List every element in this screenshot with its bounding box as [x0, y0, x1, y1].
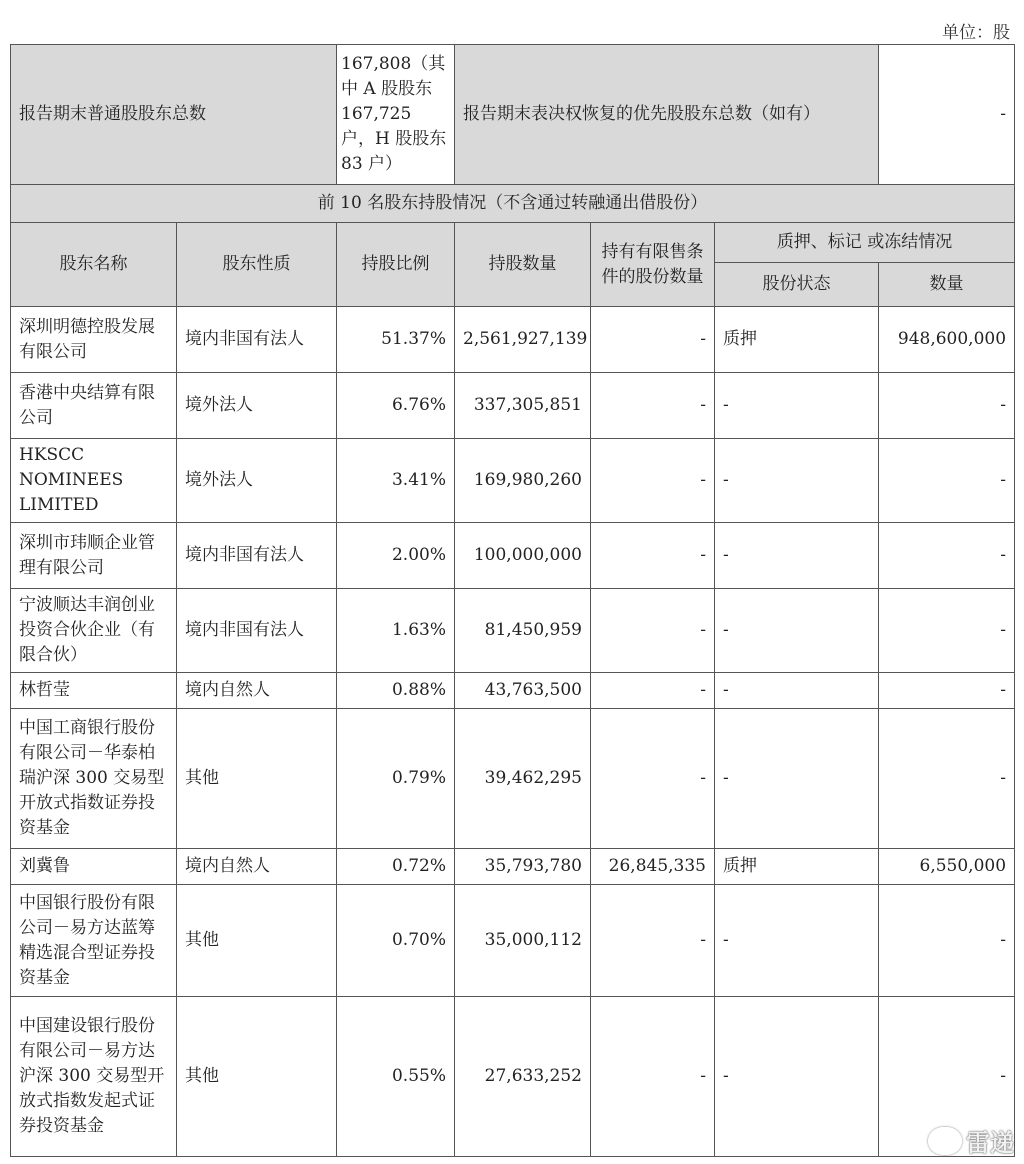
holding-ratio: 6.76%: [337, 373, 455, 439]
holding-quantity: 100,000,000: [455, 523, 591, 589]
pledged-quantity: -: [879, 885, 1015, 997]
shareholder-nature: 境内非国有法人: [177, 307, 337, 373]
shareholder-name: 中国银行股份有限公司－易方达蓝筹精选混合型证券投资基金: [11, 885, 177, 997]
pledged-quantity: -: [879, 589, 1015, 673]
holding-quantity: 27,633,252: [455, 997, 591, 1157]
shareholder-name: 中国建设银行股份有限公司－易方达沪深 300 交易型开放式指数发起式证券投资基金: [11, 997, 177, 1157]
holding-ratio: 51.37%: [337, 307, 455, 373]
shareholder-name: 刘冀鲁: [11, 849, 177, 885]
pledge-status: 质押: [715, 307, 879, 373]
pledged-quantity: -: [879, 709, 1015, 849]
weibo-icon: [928, 1127, 962, 1155]
pledge-status: -: [715, 439, 879, 523]
common-holders-value: 167,808（其中 A 股股东 167,725 户，H 股股东 83 户）: [337, 45, 455, 185]
holding-ratio: 3.41%: [337, 439, 455, 523]
preferred-holders-label: 报告期末表决权恢复的优先股股东总数（如有）: [455, 45, 879, 185]
unit-label: 单位：股: [942, 23, 1010, 43]
restricted-shares: -: [591, 885, 715, 997]
holding-ratio: 0.55%: [337, 997, 455, 1157]
pledge-status: 质押: [715, 849, 879, 885]
section-title-row: [11, 185, 1015, 223]
header-row-1: [11, 223, 1015, 263]
shareholder-table: [10, 44, 1015, 1157]
pledged-quantity: 6,550,000: [879, 849, 1015, 885]
shareholder-nature: 境内非国有法人: [177, 589, 337, 673]
header-pledge-status: 股份状态: [715, 263, 879, 307]
shareholder-nature: 其他: [177, 709, 337, 849]
summary-row: [11, 45, 1015, 185]
shareholder-name: 深圳市玮顺企业管理有限公司: [11, 523, 177, 589]
shareholder-nature: 其他: [177, 997, 337, 1157]
header-restricted: 持有有限售条件的股份数量: [591, 223, 715, 307]
restricted-shares: -: [591, 673, 715, 709]
holding-quantity: 39,462,295: [455, 709, 591, 849]
holding-quantity: 35,000,112: [455, 885, 591, 997]
shareholder-nature: 境外法人: [177, 373, 337, 439]
restricted-shares: 26,845,335: [591, 849, 715, 885]
shareholder-nature: 境内非国有法人: [177, 523, 337, 589]
table-row: [11, 673, 1015, 709]
pledged-quantity: -: [879, 997, 1015, 1157]
restricted-shares: -: [591, 709, 715, 849]
pledged-quantity: -: [879, 373, 1015, 439]
pledge-status: -: [715, 589, 879, 673]
shareholder-name: 林哲莹: [11, 673, 177, 709]
shareholder-nature: 境内自然人: [177, 849, 337, 885]
header-nature: 股东性质: [177, 223, 337, 307]
holding-ratio: 0.72%: [337, 849, 455, 885]
restricted-shares: -: [591, 523, 715, 589]
pledge-status: -: [715, 373, 879, 439]
restricted-shares: -: [591, 307, 715, 373]
pledged-quantity: -: [879, 523, 1015, 589]
watermark-text: 雷递: [966, 1129, 1014, 1157]
restricted-shares: -: [591, 997, 715, 1157]
table-row: [11, 523, 1015, 589]
holding-ratio: 0.70%: [337, 885, 455, 997]
holding-quantity: 43,763,500: [455, 673, 591, 709]
table-row: [11, 849, 1015, 885]
restricted-shares: -: [591, 439, 715, 523]
holding-quantity: 81,450,959: [455, 589, 591, 673]
table-row: [11, 997, 1015, 1157]
holding-quantity: 337,305,851: [455, 373, 591, 439]
common-holders-label: 报告期末普通股股东总数: [11, 45, 337, 185]
table-row: [11, 709, 1015, 849]
shareholder-name: 宁波顺达丰润创业投资合伙企业（有限合伙）: [11, 589, 177, 673]
holding-ratio: 0.88%: [337, 673, 455, 709]
table-row: [11, 307, 1015, 373]
holding-quantity: 35,793,780: [455, 849, 591, 885]
pledge-status: -: [715, 523, 879, 589]
header-ratio: 持股比例: [337, 223, 455, 307]
restricted-shares: -: [591, 589, 715, 673]
table-row: [11, 439, 1015, 523]
shareholder-name: 香港中央结算有限公司: [11, 373, 177, 439]
pledged-quantity: 948,600,000: [879, 307, 1015, 373]
pledge-status: -: [715, 709, 879, 849]
pledged-quantity: -: [879, 673, 1015, 709]
shareholder-name: 深圳明德控股发展有限公司: [11, 307, 177, 373]
holding-quantity: 169,980,260: [455, 439, 591, 523]
watermark: [928, 1123, 1014, 1158]
header-pledge-qty: 数量: [879, 263, 1015, 307]
pledge-status: -: [715, 997, 879, 1157]
shareholder-nature: 其他: [177, 885, 337, 997]
shareholder-rows: [11, 307, 1015, 1157]
table-row: [11, 589, 1015, 673]
table-row: [11, 373, 1015, 439]
header-name: 股东名称: [11, 223, 177, 307]
preferred-holders-value: -: [879, 45, 1015, 185]
shareholder-nature: 境内自然人: [177, 673, 337, 709]
holding-ratio: 1.63%: [337, 589, 455, 673]
pledged-quantity: -: [879, 439, 1015, 523]
shareholder-name: HKSCC NOMINEES LIMITED: [11, 439, 177, 523]
header-pledge-group: 质押、标记 或冻结情况: [715, 223, 1015, 263]
pledge-status: -: [715, 673, 879, 709]
holding-ratio: 2.00%: [337, 523, 455, 589]
table-row: [11, 885, 1015, 997]
shareholder-nature: 境外法人: [177, 439, 337, 523]
holding-ratio: 0.79%: [337, 709, 455, 849]
section-title: 前 10 名股东持股情况（不含通过转融通出借股份）: [11, 185, 1015, 223]
holding-quantity: 2,561,927,139: [455, 307, 591, 373]
pledge-status: -: [715, 885, 879, 997]
shareholder-name: 中国工商银行股份有限公司－华泰柏瑞沪深 300 交易型开放式指数证券投资基金: [11, 709, 177, 849]
header-quantity: 持股数量: [455, 223, 591, 307]
restricted-shares: -: [591, 373, 715, 439]
